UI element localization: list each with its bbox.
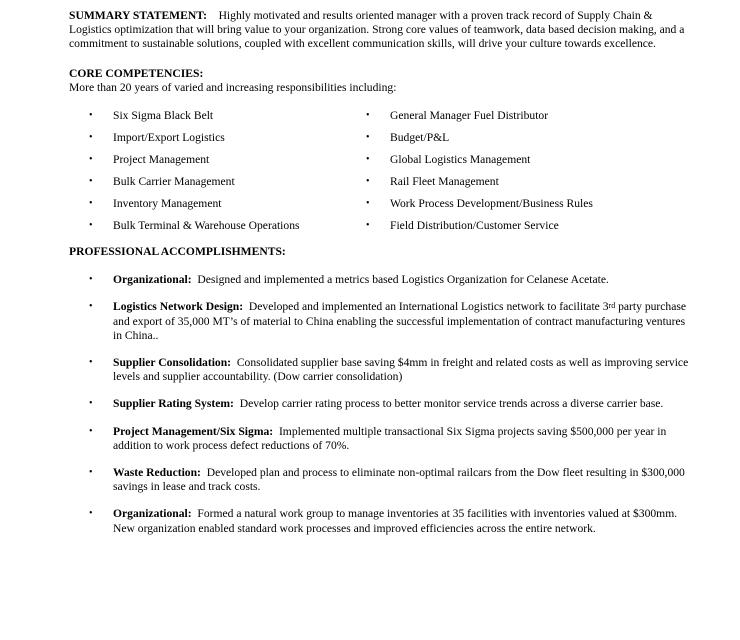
bullet-icon: • [89,467,93,479]
competency-item: • Global Logistics Management [366,153,531,167]
accomplishment-item [69,356,689,384]
summary-text: Highly motivated and results oriented manager with a proven track record of Supply Chain & Logistics optimization that will bring value to your organization. Strong core values of teamwork, data based decision making, and a commitment to sustainable solutions, coupled with excellent communication skills, will drive your culture towards excellence. [69,9,685,51]
competency-item: • Import/Export Logistics [89,131,225,145]
accomplishment-text: Formed a natural work group to manage inventories at 35 facilities with inventories valued at $300mm. New organization enabled standard work processes and improved efficiencies across the entire network. [113,507,678,535]
core-competencies-heading: CORE COMPETENCIES: [69,66,204,80]
competency-item: • Field Distribution/Customer Service [366,219,559,233]
accomplishment-item [69,466,689,494]
bullet-icon: • [89,220,93,232]
accomplishment-text: Consolidated supplier base saving $4mm in freight and related costs as well as improving service levels and supplier accountability. (Dow carrier consolidation) [113,356,689,384]
competency-item: • Rail Fleet Management [366,175,499,189]
competencies-grid [69,109,689,245]
accomplishment-item [69,300,689,343]
accomplishment-item [69,397,689,411]
accomplishment-title: Project Management/Six Sigma: [113,424,274,438]
bullet-icon: • [89,274,93,286]
bullet-icon: • [366,198,370,210]
summary-heading: SUMMARY STATEMENT: [69,9,207,22]
bullet-icon: • [89,110,93,122]
accomplishment-item [69,425,689,453]
accomplishment-title: Waste Reduction: [113,466,201,480]
accomplishment-text: Implemented multiple transactional Six Sigma projects saving $500,000 per year in addition to work process defect reductions of 70%. [113,424,667,452]
bullet-icon: • [89,154,93,166]
accomplishment-title: Organizational: [113,507,192,521]
accomplishment-title: Supplier Consolidation: [113,356,232,370]
accomplishments-heading: PROFESSIONAL ACCOMPLISHMENTS: [69,245,286,259]
resume-page [69,9,689,549]
bullet-icon: • [366,154,370,166]
summary-statement [69,9,689,52]
bullet-icon: • [89,198,93,210]
competency-item: • Inventory Management [89,197,222,211]
competency-item: • Budget/P&L [366,131,450,145]
accomplishment-text: Developed and implemented an International Logistics network to facilitate 3 [248,300,609,314]
accomplishment-item [69,273,689,287]
bullet-icon: • [89,508,93,520]
bullet-icon: • [89,425,93,437]
bullet-icon: • [89,357,93,369]
accomplishment-text: Designed and implemented a metrics based Logistics Organization for Celanese Acetate. [197,273,609,287]
competency-item: • Bulk Carrier Management [89,175,235,189]
bullet-icon: • [366,110,370,122]
bullet-icon: • [366,176,370,188]
competencies-right-column [366,109,593,241]
accomplishment-title: Organizational: [113,273,192,287]
accomplishment-text: Developed plan and process to eliminate non-optimal railcars from the Dow fleet resulting in $300,000 savings in lease and track costs. [113,466,685,494]
competency-item: • General Manager Fuel Distributor [366,109,549,123]
bullet-icon: • [366,132,370,144]
accomplishment-title: Supplier Rating System: [113,397,234,411]
accomplishment-text: Develop carrier rating process to better monitor service trends across a diverse carrier base. [239,397,664,411]
accomplishment-title: Logistics Network Design: [113,300,244,314]
superscript: rd [608,301,616,311]
bullet-icon: • [89,176,93,188]
accomplishment-item [69,507,689,535]
competency-item: • Work Process Development/Business Rules [366,197,593,211]
bullet-icon: • [89,301,93,313]
competency-item: • Bulk Terminal & Warehouse Operations [89,219,300,233]
bullet-icon: • [366,220,370,232]
competency-item: • Project Management [89,153,210,167]
core-competencies-intro: More than 20 years of varied and increasing responsibilities including: [69,80,397,94]
bullet-icon: • [89,398,93,410]
accomplishment-text-cont: party purchase and export of 35,000 MT’s of material to China enabling the successful implementation of contract manufacturing ventures in China.. [113,300,687,342]
competency-item: • Six Sigma Black Belt [89,109,214,123]
competencies-left-column [89,109,300,241]
accomplishments-list [69,273,689,536]
bullet-icon: • [89,132,93,144]
